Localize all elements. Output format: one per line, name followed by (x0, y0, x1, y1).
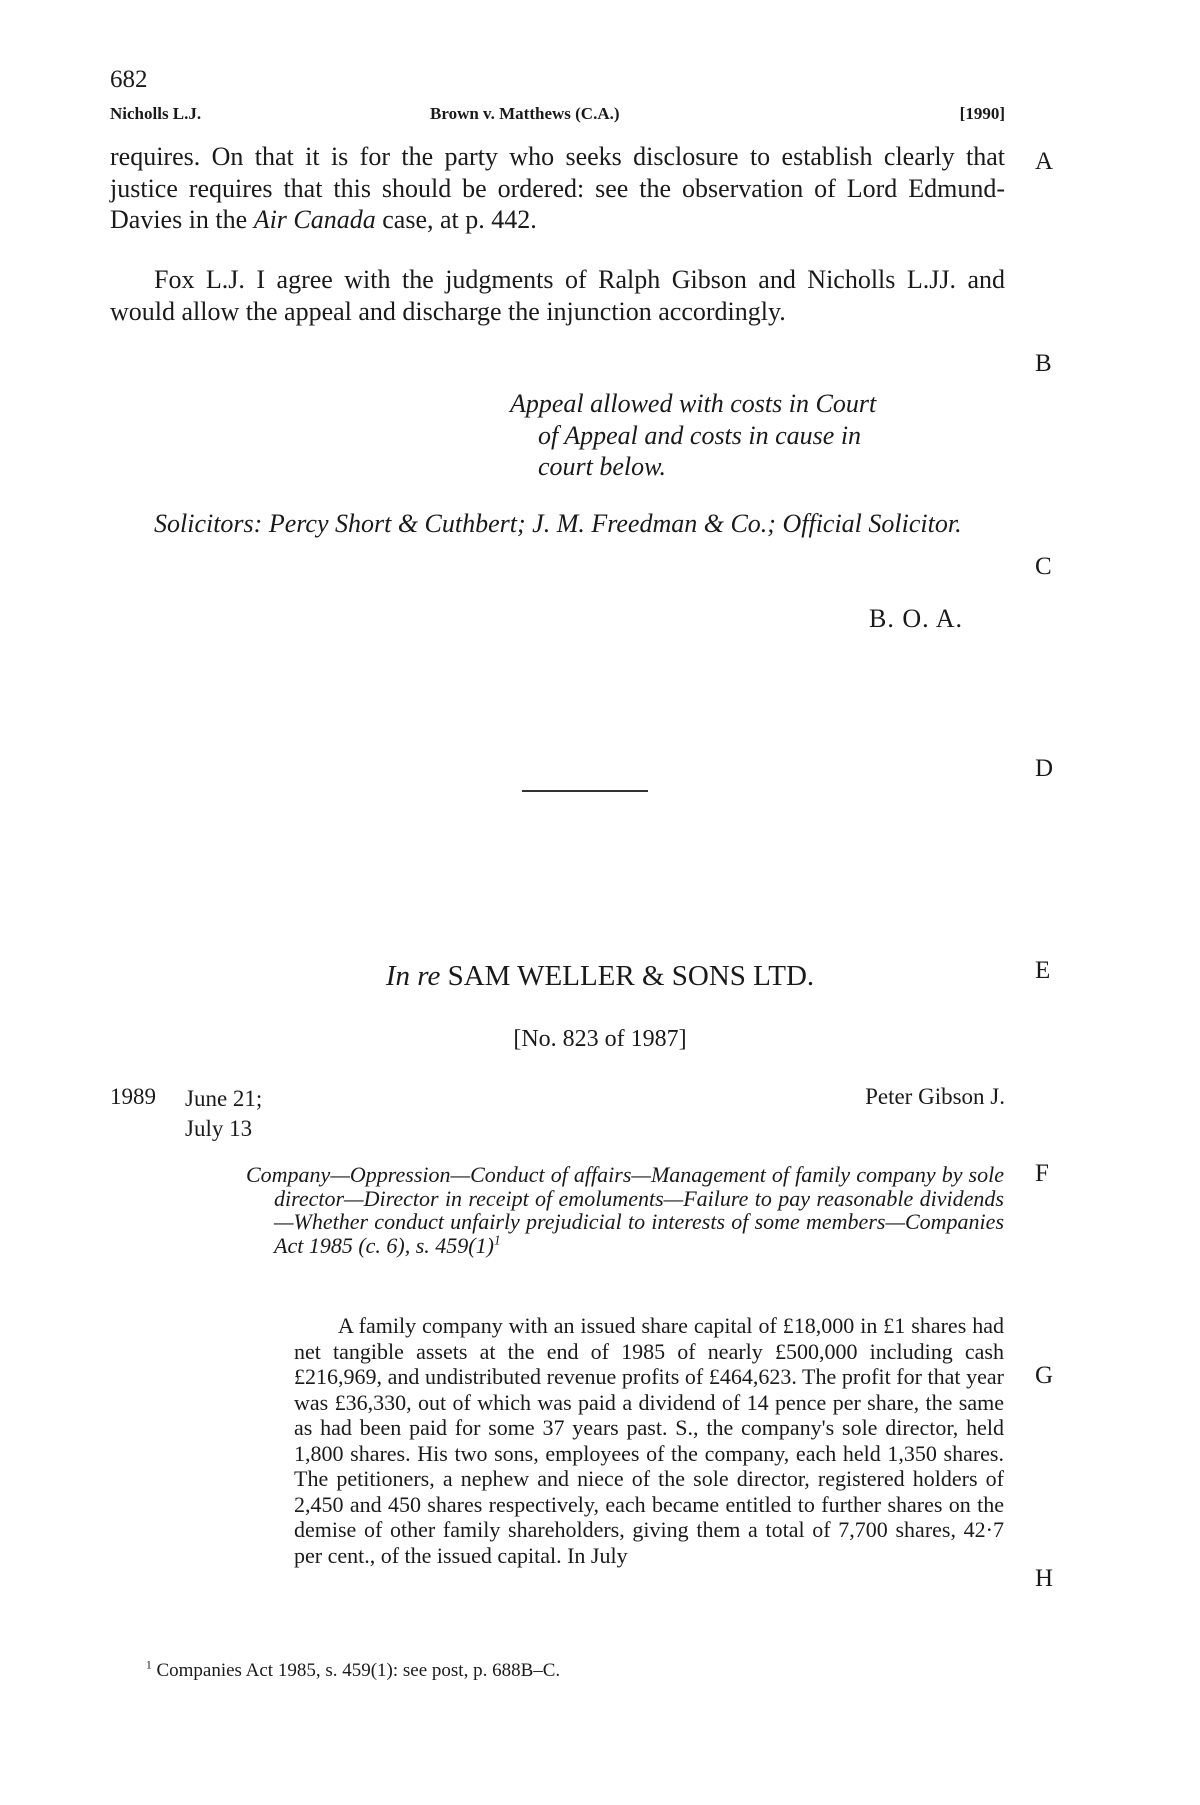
case-title-name: SAM WELLER & SONS LTD. (440, 960, 815, 992)
order-statement (510, 388, 960, 483)
marginal-letter-e: E (1035, 957, 1051, 984)
running-head-case: Brown v. Matthews (C.A.) (430, 104, 620, 123)
hearing-date-1: June 21; (185, 1086, 263, 1111)
hearing-dates (185, 1084, 262, 1144)
marginal-letter-f: F (1035, 1160, 1049, 1187)
case-name-reference: Air Canada (253, 205, 376, 234)
trial-judge: Peter Gibson J. (865, 1084, 1005, 1109)
footnote-reference: 1 (493, 1232, 501, 1248)
case-title (0, 960, 1200, 993)
marginal-letter-h: H (1035, 1565, 1054, 1592)
page-number: 682 (110, 66, 148, 93)
solicitors-note: Solicitors: Percy Short & Cuthbert; J. M. Freedman & Co.; Official Solicitor. (154, 509, 962, 538)
order-line-1: Appeal allowed with costs in Court (510, 389, 877, 418)
headnote-summary: A family company with an issued share capital of £18,000 in £1 shares had net tangible assets at the end of 1985 of nearly £500,000 including cash £216,969, and undistributed revenue profits of £464,623. The profit for that year was £36,330, out of which was paid a dividend of 14 pence per share, the same as had been paid for some 37 years past. S., the company's sole director, held 1,800 shares. His two sons, employees of the company, each held 1,350 shares. The petitioners, a nephew and niece of the sole director, registered holders of 2,450 and 450 shares respectively, each became entitled to further shares on the demise of other family shareholders, giving them a total of 7,700 shares, 42·7 per cent., of the issued capital. In July (294, 1313, 1004, 1568)
reporter-initials: B. O. A. (869, 604, 963, 633)
marginal-letter-c: C (1035, 553, 1052, 580)
footnote (146, 1660, 560, 1682)
footnote-text: Companies Act 1985, s. 459(1): see post, p. 688B–C. (151, 1660, 561, 1681)
marginal-letter-d: D (1035, 755, 1054, 782)
marginal-letter-a: A (1035, 148, 1054, 175)
marginal-letter-g: G (1035, 1362, 1054, 1389)
catchwords (246, 1163, 1004, 1257)
catchwords-text: Company—Oppression—Conduct of affairs—Management of family company by sole director—Director in receipt of emoluments—Failure to pay reasonable dividends—Whether conduct unfairly prejudicial to interests of some members—Companies Act 1985 (c. 6), s. 459(1) (246, 1162, 1004, 1258)
marginal-letter-b: B (1035, 350, 1052, 377)
section-divider (522, 790, 648, 792)
judgment-text: I agree with the judgments of Ralph Gibson and Nicholls L.JJ. and would allow the appeal and discharge the injunction accordingly. (110, 265, 1005, 326)
order-line-3: court below. (538, 452, 667, 481)
judgment-fox-lj (110, 264, 1005, 327)
footnote-marker: 1 (146, 1659, 152, 1672)
hearing-date-2: July 13 (185, 1116, 253, 1141)
judge-name: Fox L.J. (154, 265, 245, 294)
paragraph-text-end: case, at p. 442. (375, 205, 537, 234)
running-head-judge: Nicholls L.J. (110, 104, 202, 123)
paragraph-text: requires. On that it is for the party who seeks disclosure to establish clearly that justice requires that this should be ordered: see the observation of Lord Edmund-Davies in the (110, 142, 1005, 234)
case-number: [No. 823 of 1987] (513, 1026, 687, 1052)
order-line-2: of Appeal and costs in cause in (538, 420, 862, 450)
hearing-year: 1989 (110, 1084, 156, 1109)
running-head-year: [1990] (959, 104, 1005, 123)
running-head (110, 104, 1005, 128)
judgment-paragraph-end (110, 141, 1005, 236)
case-title-prefix: In re (385, 960, 441, 992)
